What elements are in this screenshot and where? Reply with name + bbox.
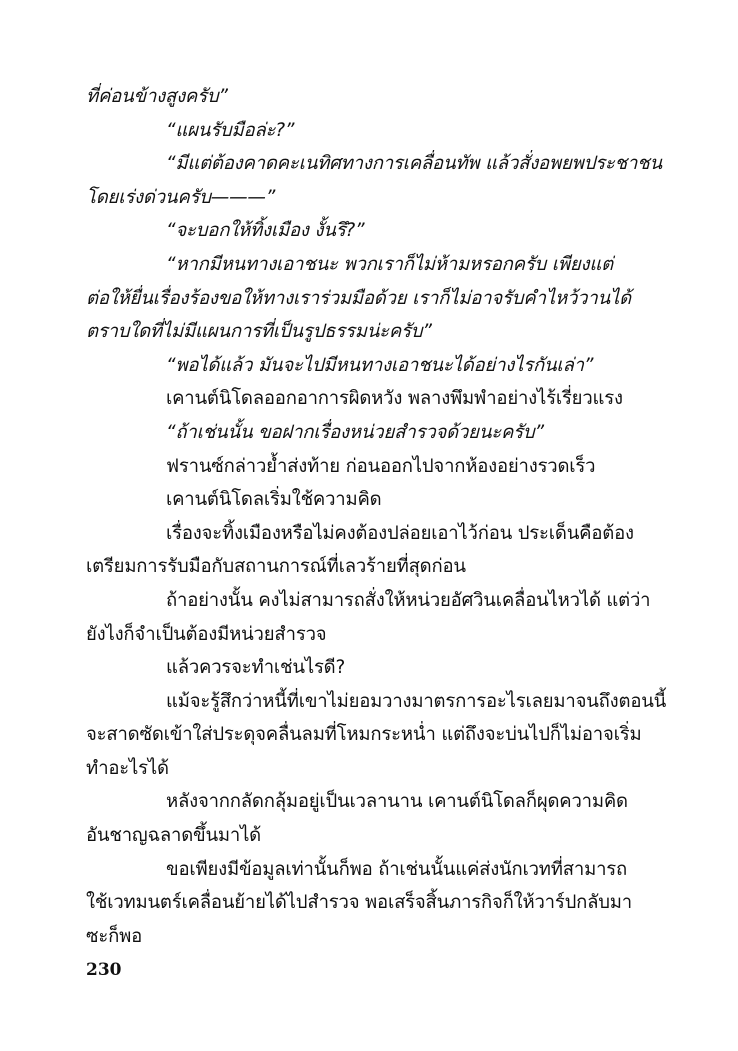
text-line-13: เคานต์นิโดลเริ่มใช้ความคิด [166, 489, 382, 511]
body-text [86, 80, 667, 953]
text-line-15: เตรียมการรับมือกับสถานการณ์ที่เลวร้ายที่สุดก่อน [86, 556, 466, 578]
text-line-25: ใช้เวทมนตร์เคลื่อนย้ายได้ไปสำรวจ พอเสร็จสิ้นภารกิจก็ให้วาร์ปกลับมา [86, 892, 632, 914]
text-line-3: “มีแต่ต้องคาดคะเนทิศทางการเคลื่อนทัพ แล้วสั่งอพยพประชาชน [166, 153, 662, 175]
text-line-14: เรื่องจะทิ้งเมืองหรือไม่คงต้องปล่อยเอาไว้ก่อน ประเด็นคือต้อง [166, 522, 634, 544]
text-line-4: โดยเร่งด่วนครับ———” [86, 186, 276, 208]
text-line-8: ตราบใดที่ไม่มีแผนการที่เป็นรูปธรรมน่ะครับ” [86, 321, 432, 343]
text-line-19: แม้จะรู้สึกว่าหนี้ที่เขาไม่ยอมวางมาตรการอะไรเลยมาจนถึงตอนนี้ [166, 690, 667, 712]
text-line-24: ขอเพียงมีข้อมูลเท่านั้นก็พอ ถ้าเช่นนั้นแค่ส่งนักเวทที่สามารถ [166, 858, 628, 880]
text-line-16: ถ้าอย่างนั้น คงไม่สามารถสั่งให้หน่วยอัศวินเคลื่อนไหวได้ แต่ว่า [166, 589, 651, 611]
text-line-20: จะสาดซัดเข้าใส่ประดุจคลื่นลมที่โหมกระหน่ำ แต่ถึงจะบ่นไปก็ไม่อาจเริ่ม [86, 724, 642, 746]
text-line-26: ซะก็พอ [86, 925, 142, 947]
text-line-9: “พอได้แล้ว มันจะไปมีหนทางเอาชนะได้อย่างไรกันเล่า” [166, 354, 594, 376]
text-line-7: ต่อให้ยื่นเรื่องร้องขอให้ทางเราร่วมมือด้วย เราก็ไม่อาจรับคำไหว้วานได้ [86, 287, 631, 309]
text-line-2: “แผนรับมือล่ะ?” [166, 119, 295, 141]
text-line-21: ทำอะไรได้ [86, 757, 169, 779]
text-line-18: แล้วควรจะทำเช่นไรดี? [166, 657, 346, 679]
text-line-10: เคานต์นิโดลออกอาการผิดหวัง พลางพึมพำอย่างไร้เรี่ยวแรง [166, 388, 623, 410]
page-number: 230 [86, 960, 122, 980]
text-line-11: “ถ้าเช่นนั้น ขอฝากเรื่องหน่วยสำรวจด้วยนะครับ” [166, 421, 544, 443]
text-line-6: “หากมีหนทางเอาชนะ พวกเราก็ไม่ห้ามหรอกครับ เพียงแต่ [166, 253, 613, 275]
text-line-23: อันชาญฉลาดขึ้นมาได้ [86, 825, 261, 847]
text-line-17: ยังไงก็จำเป็นต้องมีหน่วยสำรวจ [86, 623, 327, 645]
text-line-12: ฟรานซ์กล่าวย้ำส่งท้าย ก่อนออกไปจากห้องอย่างรวดเร็ว [166, 455, 596, 477]
text-line-1: ที่ค่อนข้างสูงครับ” [86, 86, 228, 107]
text-line-5: “จะบอกให้ทิ้งเมือง งั้นรึ?” [166, 220, 365, 242]
text-line-22: หลังจากกลัดกลุ้มอยู่เป็นเวลานาน เคานต์นิโดลก็ผุดความคิด [166, 791, 628, 813]
